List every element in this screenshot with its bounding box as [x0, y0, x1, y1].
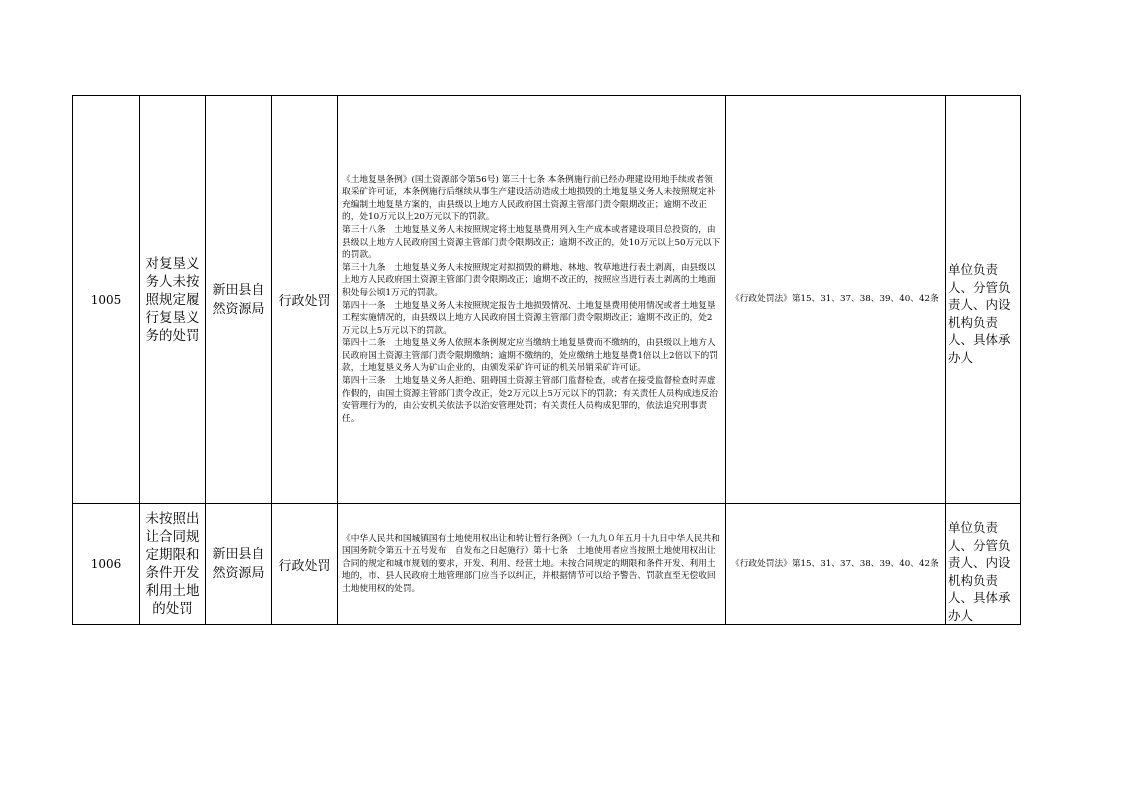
procedure-law-cell: 《行政处罚法》第15、31、37、38、39、40、42条	[726, 96, 946, 504]
procedure-law-cell: 《行政处罚法》第15、31、37、38、39、40、42条	[726, 504, 946, 625]
penalty-type-cell: 行政处罚	[272, 96, 338, 504]
department-cell: 新田县自然资源局	[206, 504, 272, 625]
legal-basis-cell	[338, 96, 726, 504]
legal-basis-paragraph: 第三十八条 土地复垦义务人未按照规定将土地复垦费用列入生产成本或者建设项目总投资的，由县级以上地方人民政府国土资源主管部门责令限期改正；逾期不改正的，处10万元以上50万元以下的罚款。	[342, 224, 721, 261]
item-name-cell: 对复垦义务人未按照规定履行复垦义务的处罚	[140, 96, 206, 504]
legal-basis-paragraph: 第三十九条 土地复垦义务人未按照规定对拟损毁的耕地、林地、牧草地进行表土剥离，由县级以上地方人民政府国土资源主管部门责令限期改正；逾期不改正的，按照应当进行表土剥离的土地面积处每公顷1万元的罚款。	[342, 262, 716, 298]
responsible-persons-text: 单位负责人、分管负责人、内设机构负责人、具体承办人	[948, 262, 1011, 365]
legal-basis-paragraph: 第四十一条 土地复垦义务人未按照规定报告土地损毁情况、土地复垦费用使用情况或者土地复垦工程实施情况的，由县级以上地方人民政府国土资源主管部门责令限期改正；逾期不改正的，处2万元以上5万元以下的罚款。	[342, 300, 716, 336]
legal-basis-paragraph: 《土地复垦条例》(国土资源部令第56号) 第三十七条 本条例施行前已经办理建设用地手续或者领取采矿许可证，本条例施行后继续从事生产建设活动造成土地损毁的土地复垦义务人未按照规定补充编制土地复垦方案的，由县级以上地方人民政府国土资源主管部门责令限期改正；逾期不改正的，处10万元以上20万元以下的罚款。	[342, 174, 716, 223]
legal-basis-paragraph: 第四十三条 土地复垦义务人拒绝、阻碍国土资源主管部门监督检查，或者在接受监督检查时弄虚作假的，由国土资源主管部门责令改正，处2万元以上5万元以下的罚款；有关责任人员构成违反治安管理行为的，由公安机关依法予以治安管理处罚；有关责任人员构成犯罪的，依法追究刑事责任。	[342, 376, 718, 424]
legal-basis-paragraph: 《中华人民共和国城镇国有土地使用权出让和转让暂行条例》（一九九０年五月十九日中华人民共和国国务院令第五十五号发布 自发布之日起施行）第十七条 土地使用者应当按照土地使用权出让合同的规定和城市规划的要求，开发、利用、经营土地。未按合同规定的期限和条件开发、利用土地的，市、县人民政府土地管理部门应当予以纠正，并根据情节可以给予警告、罚款直至无偿收回土地使用权的处罚。	[342, 533, 720, 594]
responsible-persons-text: 单位负责人、分管负责人、内设机构负责人、具体承办人	[948, 520, 1011, 623]
item-name-cell: 未按照出让合同规定期限和条件开发利用土地的处罚	[140, 504, 206, 625]
legal-basis-cell	[338, 504, 726, 625]
item-number-cell: 1006	[73, 504, 140, 625]
legal-basis-paragraph: 第四十二条 土地复垦义务人依照本条例规定应当缴纳土地复垦费而不缴纳的，由县级以上地方人民政府国土资源主管部门责令限期缴纳；逾期不缴纳的，处应缴纳土地复垦费1倍以上2倍以下的罚款，土地复垦义务人为矿山企业的，由颁发采矿许可证的机关吊销采矿许可证。	[342, 338, 718, 374]
responsible-persons-cell	[946, 96, 1021, 504]
penalty-table	[72, 95, 1021, 625]
penalty-type-cell: 行政处罚	[272, 504, 338, 625]
item-number-cell: 1005	[73, 96, 140, 504]
department-cell: 新田县自然资源局	[206, 96, 272, 504]
table-row	[73, 96, 1021, 504]
table-row	[73, 504, 1021, 625]
responsible-persons-cell	[946, 504, 1021, 625]
